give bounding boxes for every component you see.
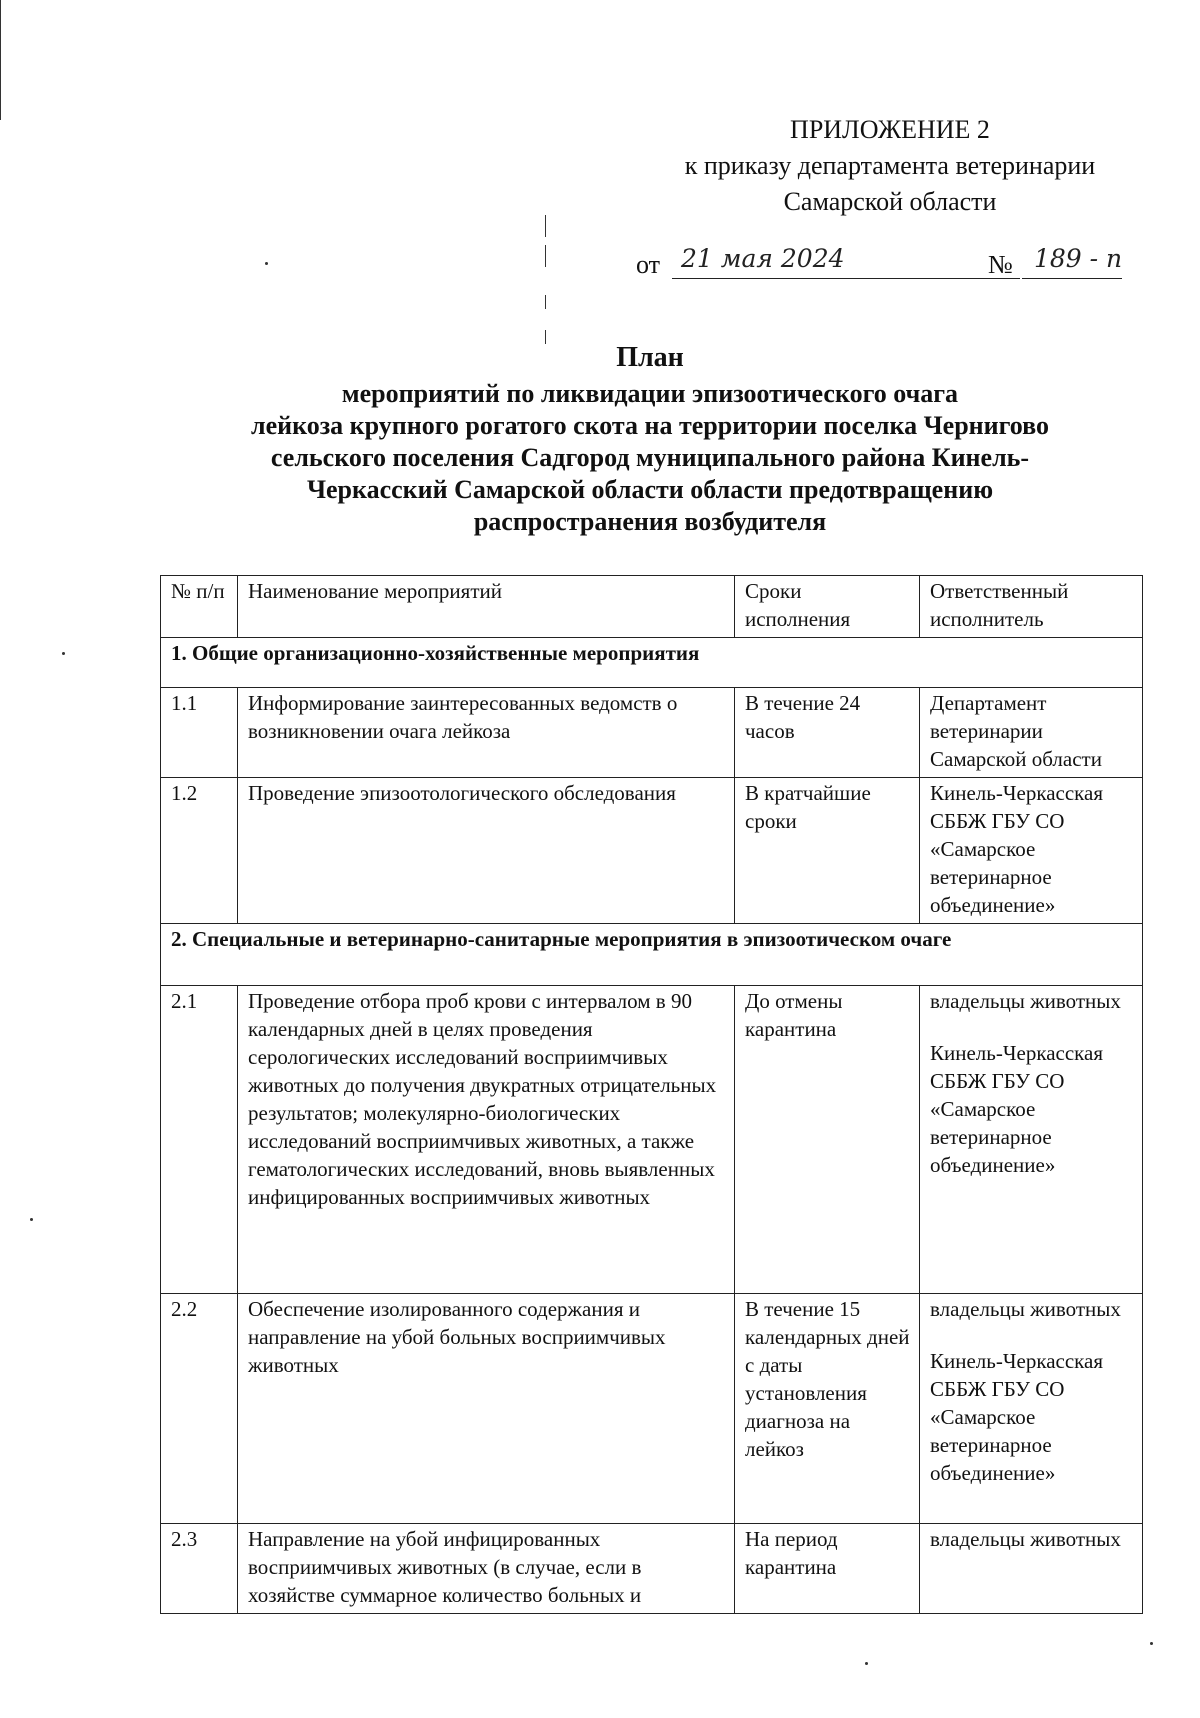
row-responsible: Департамент ветеринарии Самарской области: [920, 688, 1143, 778]
table-header-row: [161, 576, 1143, 638]
title-line-2: мероприятий по ликвидации эпизоотического очага: [341, 379, 959, 408]
row-name: Проведение отбора проб крови с интервалом в 90 календарных дней в целях проведения серологических исследований восприимчивых животных до получения двукратных отрицательных результатов; молекулярно-биологических исследований восприимчивых животных, а также гематологических исследований, вновь выявленных инфицированных восприимчивых животных: [238, 986, 735, 1294]
row-num: 2.2: [161, 1294, 238, 1524]
appendix-title: ПРИЛОЖЕНИЕ 2: [790, 115, 990, 144]
table-row: [161, 986, 1143, 1294]
date-handwritten: 21 мая 2024: [681, 244, 845, 273]
scan-dot: [1150, 1642, 1153, 1645]
plan-table: [160, 575, 1143, 1614]
section-row: [161, 924, 1143, 986]
row-responsible: [920, 986, 1143, 1294]
row-responsible: владельцы животных: [920, 1524, 1143, 1614]
row-num: 1.1: [161, 688, 238, 778]
row-deadline: В течение 24 часов: [735, 688, 920, 778]
row-num: 2.3: [161, 1524, 238, 1614]
title-line-5: Черкасский Самарской области области предотвращению: [306, 475, 994, 504]
table-row: [161, 1524, 1143, 1614]
row-deadline: На период карантина: [735, 1524, 920, 1614]
row-deadline: До отмены карантина: [735, 986, 920, 1294]
row-deadline: В течение 15 календарных дней с даты установления диагноза на лейкоз: [735, 1294, 920, 1524]
appendix-header: [650, 112, 1130, 220]
scan-dot: [62, 652, 65, 655]
title-line-6: распространения возбудителя: [473, 507, 827, 536]
row-deadline: В кратчайшие сроки: [735, 778, 920, 924]
scan-mark: [545, 295, 546, 309]
responsible-owners: владельцы животных: [930, 1297, 1121, 1321]
scan-mark: [545, 245, 546, 267]
scan-dot: [265, 262, 268, 265]
date-label: от: [636, 250, 661, 279]
number-handwritten: 189 - п: [1034, 244, 1123, 273]
table-row: [161, 688, 1143, 778]
section-row: [161, 638, 1143, 688]
row-name: Проведение эпизоотологического обследования: [238, 778, 735, 924]
header-num: № п/п: [161, 576, 238, 638]
row-name: Информирование заинтересованных ведомств о возникновении очага лейкоза: [238, 688, 735, 778]
scan-edge-mark: [0, 0, 1, 120]
responsible-owners: владельцы животных: [930, 989, 1121, 1013]
scan-dot: [30, 1218, 33, 1221]
title-line-1: План: [616, 342, 684, 373]
plan-title: [150, 342, 1150, 538]
table-row: [161, 1294, 1143, 1524]
number-label: №: [988, 250, 1013, 279]
title-line-3: лейкоза крупного рогатого скота на территории поселка Чернигово: [250, 411, 1050, 440]
order-date-number-line: [636, 244, 1136, 283]
header-deadline: Сроки исполнения: [735, 576, 920, 638]
header-responsible: Ответственный исполнитель: [920, 576, 1143, 638]
table-row: [161, 778, 1143, 924]
section-2-title: 2. Специальные и ветеринарно-санитарные мероприятия в эпизоотическом очаге: [161, 924, 1143, 986]
row-name: Направление на убой инфицированных восприимчивых животных (в случае, если в хозяйстве суммарное количество больных и: [238, 1524, 735, 1614]
row-responsible: Кинель-Черкасская СББЖ ГБУ СО «Самарское ветеринарное объединение»: [920, 778, 1143, 924]
row-num: 1.2: [161, 778, 238, 924]
responsible-service: Кинель-Черкасская СББЖ ГБУ СО «Самарское ветеринарное объединение»: [930, 1041, 1104, 1177]
number-underline: [1022, 278, 1122, 279]
date-underline: [672, 278, 1020, 279]
scan-dot: [865, 1662, 868, 1665]
responsible-service: Кинель-Черкасская СББЖ ГБУ СО «Самарское ветеринарное объединение»: [930, 1349, 1104, 1485]
title-line-4: сельского поселения Садгород муниципального района Кинель-: [270, 443, 1030, 472]
appendix-line-3: Самарской области: [783, 187, 997, 216]
row-num: 2.1: [161, 986, 238, 1294]
row-responsible: [920, 1294, 1143, 1524]
scan-mark: [545, 330, 546, 344]
section-1-title: 1. Общие организационно-хозяйственные мероприятия: [161, 638, 1143, 688]
scan-mark: [545, 215, 546, 237]
appendix-line-2: к приказу департамента ветеринарии: [684, 151, 1096, 180]
row-name: Обеспечение изолированного содержания и направление на убой больных восприимчивых животных: [238, 1294, 735, 1524]
header-name: Наименование мероприятий: [238, 576, 735, 638]
